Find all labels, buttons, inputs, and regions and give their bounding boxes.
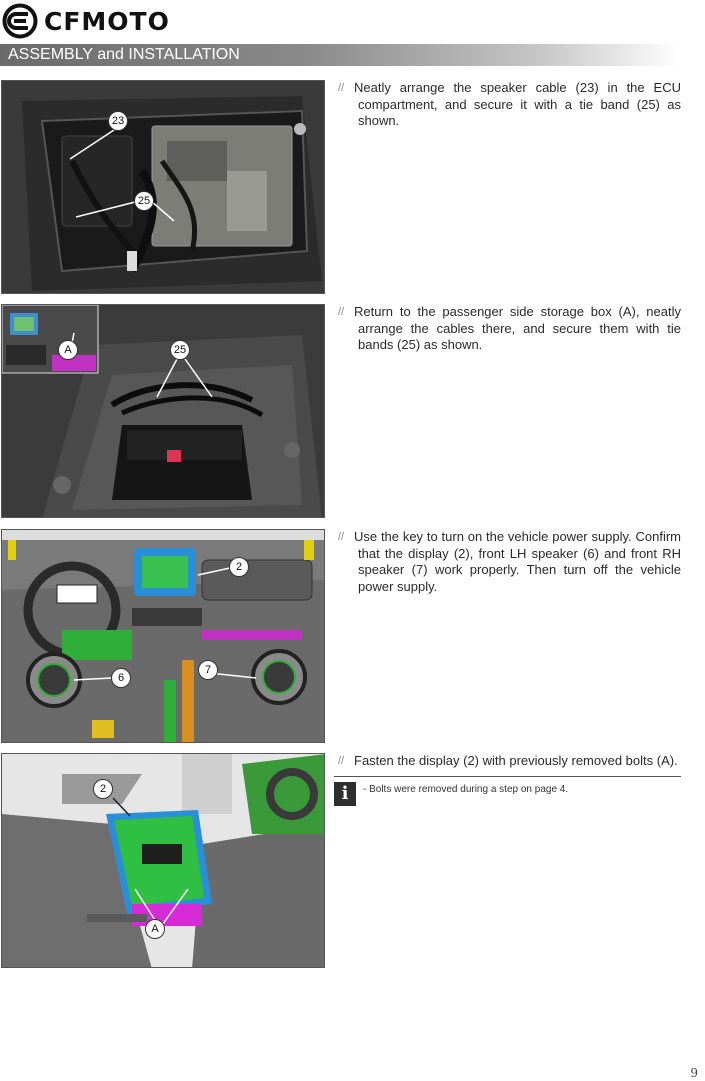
photo-ecu-compartment [1,80,325,294]
callout-2: 2 [229,557,249,577]
step-4-text: Fasten the display (2) with previously removed bolts (A). [354,753,678,768]
step-3 [338,529,681,595]
step-4 [338,753,681,770]
section-title: ASSEMBLY and INSTALLATION [8,46,240,63]
section-title-banner [0,44,680,66]
step-1-text: Neatly arrange the speaker cable (23) in the ECU compartment, and secure it with a tie band (25) as shown. [354,80,681,128]
step-1 [338,80,681,130]
cfmoto-logo-icon [2,3,38,39]
note-divider [334,776,681,777]
page-number: 9 [690,1066,698,1080]
step-2-text: Return to the passenger side storage box (A), neatly arrange the cables there, and secure them with tie bands (25) as shown. [354,304,681,352]
step-2 [338,304,681,354]
photo-storage-box [1,304,325,518]
callout-7: 7 [198,660,218,680]
callout-a: A [58,340,78,360]
callout-23: 23 [108,111,128,131]
info-note: - Bolts were removed during a step on page 4. [363,784,569,795]
storage-box-illustration [2,305,325,518]
callout-25: 25 [170,340,190,360]
step-3-text: Use the key to turn on the vehicle power supply. Confirm that the display (2), front LH speaker (6) and front RH speaker (7) work properly. Then turn off the vehicle power supply. [354,529,681,594]
callout-25: 25 [134,191,154,211]
photo-display-mounting [1,753,325,968]
step-bullet: // [338,82,345,94]
callout-2: 2 [93,779,113,799]
dashboard-illustration [2,530,325,743]
display-mounting-illustration [2,754,325,968]
brand-name: CFMOTO [44,6,170,36]
callout-a: A [145,919,165,939]
photo-dashboard [1,529,325,743]
ecu-compartment-illustration [2,81,325,294]
step-bullet: // [338,306,345,318]
cfmoto-logo [2,3,170,39]
info-icon: i [334,782,356,806]
step-bullet: // [338,531,345,543]
callout-6: 6 [111,668,131,688]
step-bullet: // [338,755,345,767]
